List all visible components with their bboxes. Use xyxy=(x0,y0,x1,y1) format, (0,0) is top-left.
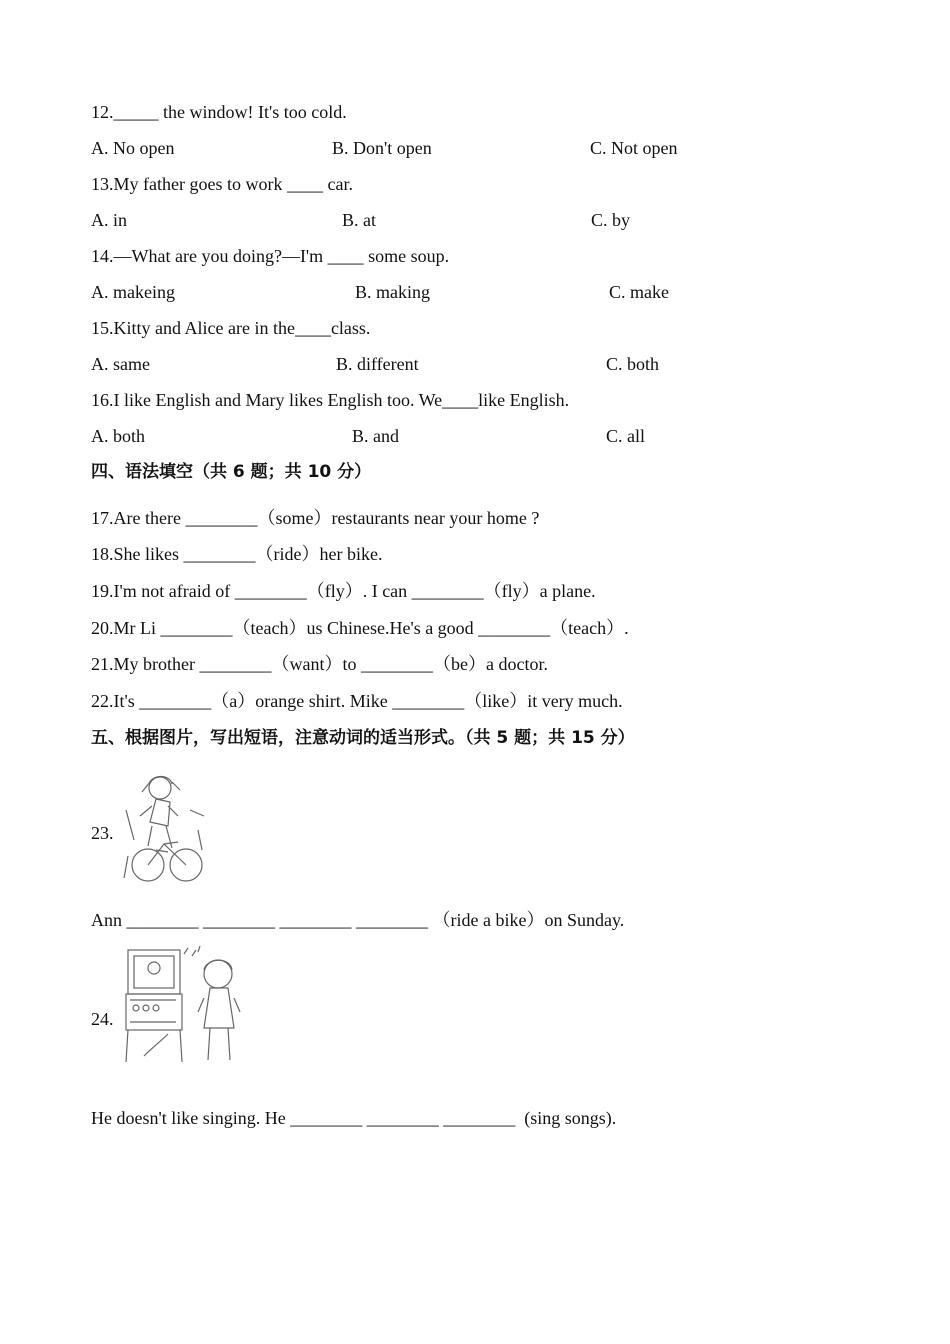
question-12-option-b: B. Don't open xyxy=(332,138,432,158)
question-17: 17.Are there ________（some）restaurants near your home ? xyxy=(91,508,540,528)
question-16-option-b: B. and xyxy=(352,426,399,446)
question-13-option-c: C. by xyxy=(591,210,631,230)
question-15-option-a: A. same xyxy=(91,354,150,374)
question-13-option-a: A. in xyxy=(91,210,127,230)
question-24-sentence: He doesn't like singing. He ________ ________ ________ (sing songs). xyxy=(91,1108,617,1128)
question-15-option-b: B. different xyxy=(336,354,419,374)
question-23-sentence: Ann ________ ________ ________ ________ （ride a bike）on Sunday. xyxy=(91,910,625,930)
question-14-option-b: B. making xyxy=(355,282,430,302)
boy-and-karaoke-machine-illustration xyxy=(122,944,244,1066)
question-18: 18.She likes ________（ride）her bike. xyxy=(91,544,383,564)
question-16-stem: 16.I like English and Mary likes English too. We____like English. xyxy=(91,390,570,410)
question-13-stem: 13.My father goes to work ____ car. xyxy=(91,174,353,194)
question-15-option-c: C. both xyxy=(606,354,660,374)
question-16-option-c: C. all xyxy=(606,426,645,446)
question-21: 21.My brother ________（want）to ________（be）a doctor. xyxy=(91,654,548,674)
question-15-stem: 15.Kitty and Alice are in the____class. xyxy=(91,318,371,338)
question-20: 20.Mr Li ________（teach）us Chinese.He's a good ________（teach）. xyxy=(91,618,629,638)
question-14-option-c: C. make xyxy=(609,282,669,302)
question-12-stem: 12._____ the window! It's too cold. xyxy=(91,102,347,122)
question-24-number: 24. xyxy=(91,1009,114,1029)
question-22: 22.It's ________（a）orange shirt. Mike ________（like）it very much. xyxy=(91,691,623,711)
section-4-heading: 四、语法填空（共 6 题；共 10 分） xyxy=(91,462,372,482)
question-16-option-a: A. both xyxy=(91,426,145,446)
question-13-option-b: B. at xyxy=(342,210,376,230)
girl-riding-bike-illustration xyxy=(120,770,205,888)
question-12-option-c: C. Not open xyxy=(590,138,678,158)
question-14-option-a: A. makeing xyxy=(91,282,175,302)
question-23-number: 23. xyxy=(91,823,114,843)
question-14-stem: 14.—What are you doing?—I'm ____ some soup. xyxy=(91,246,450,266)
question-12-option-a: A. No open xyxy=(91,138,175,158)
section-5-heading: 五、根据图片，写出短语，注意动词的适当形式。（共 5 题；共 15 分） xyxy=(91,728,635,748)
question-19: 19.I'm not afraid of ________（fly）. I can ________（fly）a plane. xyxy=(91,581,596,601)
